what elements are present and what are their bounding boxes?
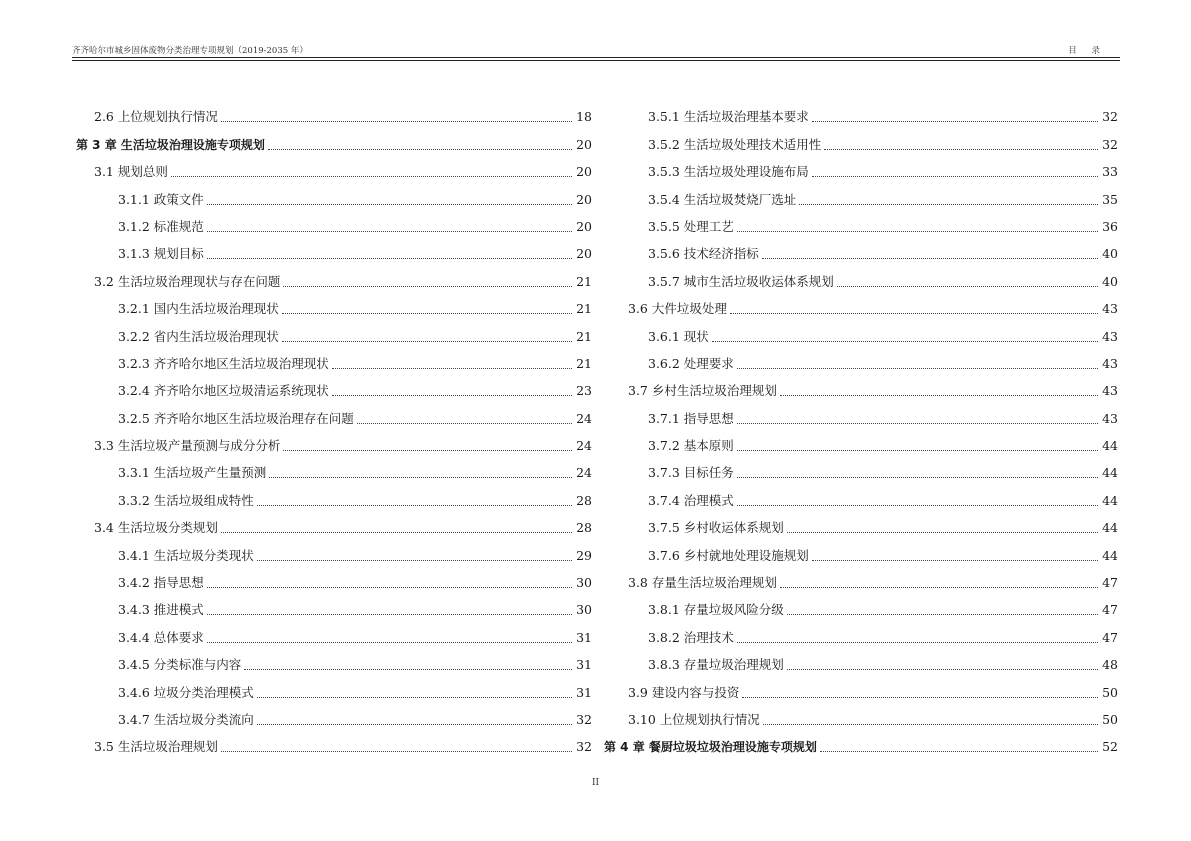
- toc-entry[interactable]: [76, 454, 592, 481]
- toc-dot-leader: [820, 750, 1098, 752]
- toc-entry-page: 50: [1102, 684, 1118, 700]
- toc-entry-page: 40: [1102, 273, 1118, 289]
- toc-entry-label: 3.4 生活垃圾分类规划: [94, 520, 218, 536]
- toc-entry-label: 3.6.2 处理要求: [648, 355, 734, 371]
- toc-entry[interactable]: [604, 399, 1118, 426]
- toc-entry-page: 23: [576, 383, 592, 399]
- toc-dot-leader: [737, 641, 1098, 643]
- toc-entry-label: 3.4.4 总体要求: [118, 629, 204, 645]
- toc-entry[interactable]: [76, 481, 592, 508]
- toc-entry-label: 3.2.2 省内生活垃圾治理现状: [118, 328, 279, 344]
- toc-entry[interactable]: [604, 345, 1118, 372]
- toc-entry-label: 3.4.5 分类标准与内容: [118, 657, 242, 673]
- toc-entry-label: 3.4.6 垃圾分类治理模式: [118, 684, 254, 700]
- toc-entry-label: 3.7 乡村生活垃圾治理规划: [628, 383, 777, 399]
- toc-entry-label: 3.4.3 推进模式: [118, 602, 204, 618]
- toc-dot-leader: [244, 668, 572, 670]
- toc-dot-leader: [787, 668, 1098, 670]
- toc-entry[interactable]: [604, 208, 1118, 235]
- toc-entry[interactable]: [604, 673, 1118, 700]
- toc-dot-leader: [207, 257, 572, 259]
- toc-dot-leader: [207, 613, 572, 615]
- toc-entry-label: 3.6.1 现状: [648, 328, 709, 344]
- toc-entry-label: 3.10 上位规划执行情况: [628, 711, 760, 727]
- toc-dot-leader: [763, 723, 1098, 725]
- toc-dot-leader: [257, 504, 572, 506]
- toc-dot-leader: [257, 723, 572, 725]
- toc-entry-label: 3.2.4 齐齐哈尔地区垃圾清运系统现状: [118, 383, 329, 399]
- toc-entry-page: 30: [576, 575, 592, 591]
- toc-entry-label: 3.3.2 生活垃圾组成特性: [118, 492, 254, 508]
- toc-dot-leader: [257, 559, 572, 561]
- toc-dot-leader: [207, 586, 572, 588]
- toc-entry-page: 28: [576, 492, 592, 508]
- toc-entry-page: 21: [576, 355, 592, 371]
- toc-entry-label: 3.2.1 国内生活垃圾治理现状: [118, 301, 279, 317]
- toc-entry[interactable]: [604, 646, 1118, 673]
- toc-entry[interactable]: [604, 427, 1118, 454]
- header-rule-thick: [72, 57, 1120, 58]
- toc-entry-page: 32: [576, 711, 592, 727]
- toc-entry[interactable]: [604, 180, 1118, 207]
- toc-entry[interactable]: [604, 509, 1118, 536]
- toc-entry[interactable]: [76, 208, 592, 235]
- toc-entry-label: 3.3 生活垃圾产量预测与成分分析: [94, 438, 281, 454]
- toc-dot-leader: [283, 285, 572, 287]
- toc-dot-leader: [283, 449, 572, 451]
- toc-entry[interactable]: [76, 290, 592, 317]
- toc-entry-label: 3.3.1 生活垃圾产生量预测: [118, 465, 267, 481]
- toc-entry-page: 28: [576, 520, 592, 536]
- toc-entry-label: 3.5.4 生活垃圾焚烧厂选址: [648, 191, 797, 207]
- toc-dot-leader: [221, 531, 572, 533]
- toc-entry-label: 3.1.2 标准规范: [118, 218, 204, 234]
- toc-entry[interactable]: [76, 564, 592, 591]
- toc-dot-leader: [269, 476, 572, 478]
- page-header: [72, 44, 1120, 58]
- toc-dot-leader: [712, 340, 1098, 342]
- toc-entry-label: 3.9 建设内容与投资: [628, 684, 740, 700]
- toc-entry[interactable]: [604, 262, 1118, 289]
- toc-entry-label: 3.4.2 指导思想: [118, 575, 204, 591]
- toc-entry[interactable]: [76, 728, 592, 755]
- toc-entry-label: 3.1.3 规划目标: [118, 246, 204, 262]
- toc-entry[interactable]: [604, 618, 1118, 645]
- section-label: 目 录: [1068, 46, 1106, 56]
- toc-dot-leader: [737, 449, 1098, 451]
- toc-entry-page: 43: [1102, 301, 1118, 317]
- toc-entry-label: 3.6 大件垃圾处理: [628, 301, 727, 317]
- toc-dot-leader: [780, 394, 1098, 396]
- toc-dot-leader: [787, 531, 1098, 533]
- toc-dot-leader: [812, 120, 1098, 122]
- toc-dot-leader: [357, 422, 572, 424]
- toc-entry[interactable]: [604, 536, 1118, 563]
- toc-entry[interactable]: [76, 153, 592, 180]
- toc-entry-page: 36: [1102, 218, 1118, 234]
- toc-dot-leader: [812, 559, 1098, 561]
- toc-entry[interactable]: [604, 701, 1118, 728]
- toc-dot-leader: [799, 203, 1098, 205]
- toc-dot-leader: [282, 340, 572, 342]
- toc-entry-label: 第 4 章 餐厨垃圾垃圾治理设施专项规划: [604, 740, 817, 755]
- toc-entry-page: 18: [576, 109, 592, 125]
- toc-entry[interactable]: [604, 317, 1118, 344]
- toc-entry-page: 24: [576, 410, 592, 426]
- toc-entry[interactable]: [76, 673, 592, 700]
- toc-dot-leader: [737, 367, 1098, 369]
- toc-entry-page: 31: [576, 684, 592, 700]
- toc-entry-label: 3.2.3 齐齐哈尔地区生活垃圾治理现状: [118, 355, 329, 371]
- toc-dot-leader: [207, 230, 572, 232]
- toc-entry-label: 3.8 存量生活垃圾治理规划: [628, 575, 777, 591]
- toc-entry[interactable]: [76, 235, 592, 262]
- toc-dot-leader: [332, 394, 572, 396]
- toc-entry-page: 44: [1102, 547, 1118, 563]
- toc-entry[interactable]: [76, 427, 592, 454]
- toc-right-column: [604, 98, 1118, 755]
- toc-entry-label: 3.1 规划总则: [94, 164, 168, 180]
- toc-entry-label: 3.5 生活垃圾治理规划: [94, 739, 218, 755]
- toc-entry-page: 32: [1102, 109, 1118, 125]
- toc-entry-label: 3.5.2 生活垃圾处理技术适用性: [648, 136, 822, 152]
- toc-entry[interactable]: [76, 345, 592, 372]
- toc-entry-page: 20: [576, 191, 592, 207]
- toc-entry-page: 24: [576, 438, 592, 454]
- toc-entry-page: 21: [576, 273, 592, 289]
- toc-entry[interactable]: [604, 153, 1118, 180]
- toc-entry-page: 32: [1102, 136, 1118, 152]
- toc-entry[interactable]: [604, 454, 1118, 481]
- toc-dot-leader: [221, 120, 572, 122]
- toc-entry-label: 3.8.1 存量垃圾风险分级: [648, 602, 784, 618]
- toc-dot-leader: [257, 696, 572, 698]
- toc-entry-label: 3.1.1 政策文件: [118, 191, 204, 207]
- toc-dot-leader: [207, 203, 572, 205]
- toc-entry-page: 43: [1102, 355, 1118, 371]
- toc-dot-leader: [737, 504, 1098, 506]
- toc-entry-page: 43: [1102, 383, 1118, 399]
- toc-dot-leader: [268, 148, 572, 150]
- toc-entry[interactable]: [76, 98, 592, 125]
- toc-entry[interactable]: [604, 372, 1118, 399]
- toc-entry-label: 第 3 章 生活垃圾治理设施专项规划: [76, 137, 265, 152]
- toc-entry-page: 44: [1102, 438, 1118, 454]
- toc-entry[interactable]: [76, 591, 592, 618]
- toc-entry[interactable]: [76, 618, 592, 645]
- toc-entry-page: 43: [1102, 328, 1118, 344]
- toc-entry-page: 20: [576, 218, 592, 234]
- toc-entry-page: 29: [576, 547, 592, 563]
- toc-entry[interactable]: [604, 591, 1118, 618]
- toc-entry-page: 47: [1102, 629, 1118, 645]
- toc-entry-page: 21: [576, 328, 592, 344]
- toc-entry-label: 3.5.6 技术经济指标: [648, 246, 759, 262]
- toc-entry[interactable]: [604, 728, 1118, 755]
- toc-entry-page: 35: [1102, 191, 1118, 207]
- header-rule-thin: [72, 60, 1120, 61]
- toc-entry-label: 3.2 生活垃圾治理现状与存在问题: [94, 273, 281, 289]
- toc-entry-page: 33: [1102, 164, 1118, 180]
- toc-entry-label: 3.2.5 齐齐哈尔地区生活垃圾治理存在问题: [118, 410, 354, 426]
- toc-entry-label: 2.6 上位规划执行情况: [94, 109, 218, 125]
- toc-entry-label: 3.7.1 指导思想: [648, 410, 734, 426]
- document-title: 齐齐哈尔市城乡固体废物分类治理专项规划（2019-2035 年）: [72, 46, 308, 56]
- toc-entry-page: 20: [576, 164, 592, 180]
- toc-dot-leader: [171, 175, 572, 177]
- toc-entry-label: 3.5.3 生活垃圾处理设施布局: [648, 164, 809, 180]
- toc-dot-leader: [332, 367, 572, 369]
- toc-dot-leader: [221, 750, 572, 752]
- toc-dot-leader: [737, 230, 1098, 232]
- toc-entry-label: 3.7.5 乡村收运体系规划: [648, 520, 784, 536]
- toc-entry[interactable]: [604, 290, 1118, 317]
- toc-entry-page: 40: [1102, 246, 1118, 262]
- toc-left-column: [76, 98, 592, 755]
- toc-entry-label: 3.7.3 目标任务: [648, 465, 734, 481]
- toc-entry-page: 24: [576, 465, 592, 481]
- toc-entry-label: 3.7.6 乡村就地处理设施规划: [648, 547, 809, 563]
- toc-dot-leader: [737, 476, 1098, 478]
- toc-dot-leader: [812, 175, 1098, 177]
- toc-dot-leader: [282, 312, 572, 314]
- toc-entry[interactable]: [76, 372, 592, 399]
- toc-entry-page: 31: [576, 657, 592, 673]
- toc-dot-leader: [207, 641, 572, 643]
- toc-entry-label: 3.7.2 基本原则: [648, 438, 734, 454]
- toc-entry[interactable]: [76, 262, 592, 289]
- toc-entry[interactable]: [76, 509, 592, 536]
- toc-dot-leader: [837, 285, 1098, 287]
- toc-entry-label: 3.8.3 存量垃圾治理规划: [648, 657, 784, 673]
- toc-entry-page: 32: [576, 739, 592, 755]
- toc-entry[interactable]: [76, 317, 592, 344]
- toc-entry-label: 3.5.5 处理工艺: [648, 218, 734, 234]
- toc-dot-leader: [824, 148, 1098, 150]
- toc-entry-page: 44: [1102, 520, 1118, 536]
- toc-entry[interactable]: [604, 125, 1118, 152]
- toc-entry-page: 44: [1102, 465, 1118, 481]
- toc-entry[interactable]: [76, 536, 592, 563]
- toc-entry-page: 20: [576, 246, 592, 262]
- toc-dot-leader: [730, 312, 1098, 314]
- toc-entry[interactable]: [76, 180, 592, 207]
- toc-entry-page: 47: [1102, 602, 1118, 618]
- toc-entry-label: 3.4.1 生活垃圾分类现状: [118, 547, 254, 563]
- toc-entry-label: 3.7.4 治理模式: [648, 492, 734, 508]
- toc-entry[interactable]: [604, 564, 1118, 591]
- toc-dot-leader: [762, 257, 1098, 259]
- toc-entry-label: 3.5.1 生活垃圾治理基本要求: [648, 109, 809, 125]
- toc-dot-leader: [780, 586, 1098, 588]
- toc-entry[interactable]: [76, 399, 592, 426]
- toc-entry-page: 43: [1102, 410, 1118, 426]
- toc-entry-page: 20: [576, 136, 592, 152]
- toc-entry-page: 31: [576, 629, 592, 645]
- page-number: II: [591, 778, 600, 788]
- toc-entry[interactable]: [76, 646, 592, 673]
- toc-entry-page: 30: [576, 602, 592, 618]
- toc-dot-leader: [737, 422, 1098, 424]
- toc-entry[interactable]: [604, 481, 1118, 508]
- toc-entry[interactable]: [76, 701, 592, 728]
- toc-dot-leader: [742, 696, 1098, 698]
- toc-entry-page: 44: [1102, 492, 1118, 508]
- toc-entry[interactable]: [604, 235, 1118, 262]
- toc-entry-page: 47: [1102, 575, 1118, 591]
- toc-entry-label: 3.8.2 治理技术: [648, 629, 734, 645]
- toc-entry-label: 3.4.7 生活垃圾分类流向: [118, 711, 254, 727]
- toc-entry-page: 50: [1102, 711, 1118, 727]
- toc-entry-page: 48: [1102, 657, 1118, 673]
- toc-entry[interactable]: [76, 125, 592, 152]
- toc-entry[interactable]: [604, 98, 1118, 125]
- toc-entry-page: 21: [576, 301, 592, 317]
- toc-entry-label: 3.5.7 城市生活垃圾收运体系规划: [648, 273, 834, 289]
- toc-entry-page: 52: [1102, 739, 1118, 755]
- toc-dot-leader: [787, 613, 1098, 615]
